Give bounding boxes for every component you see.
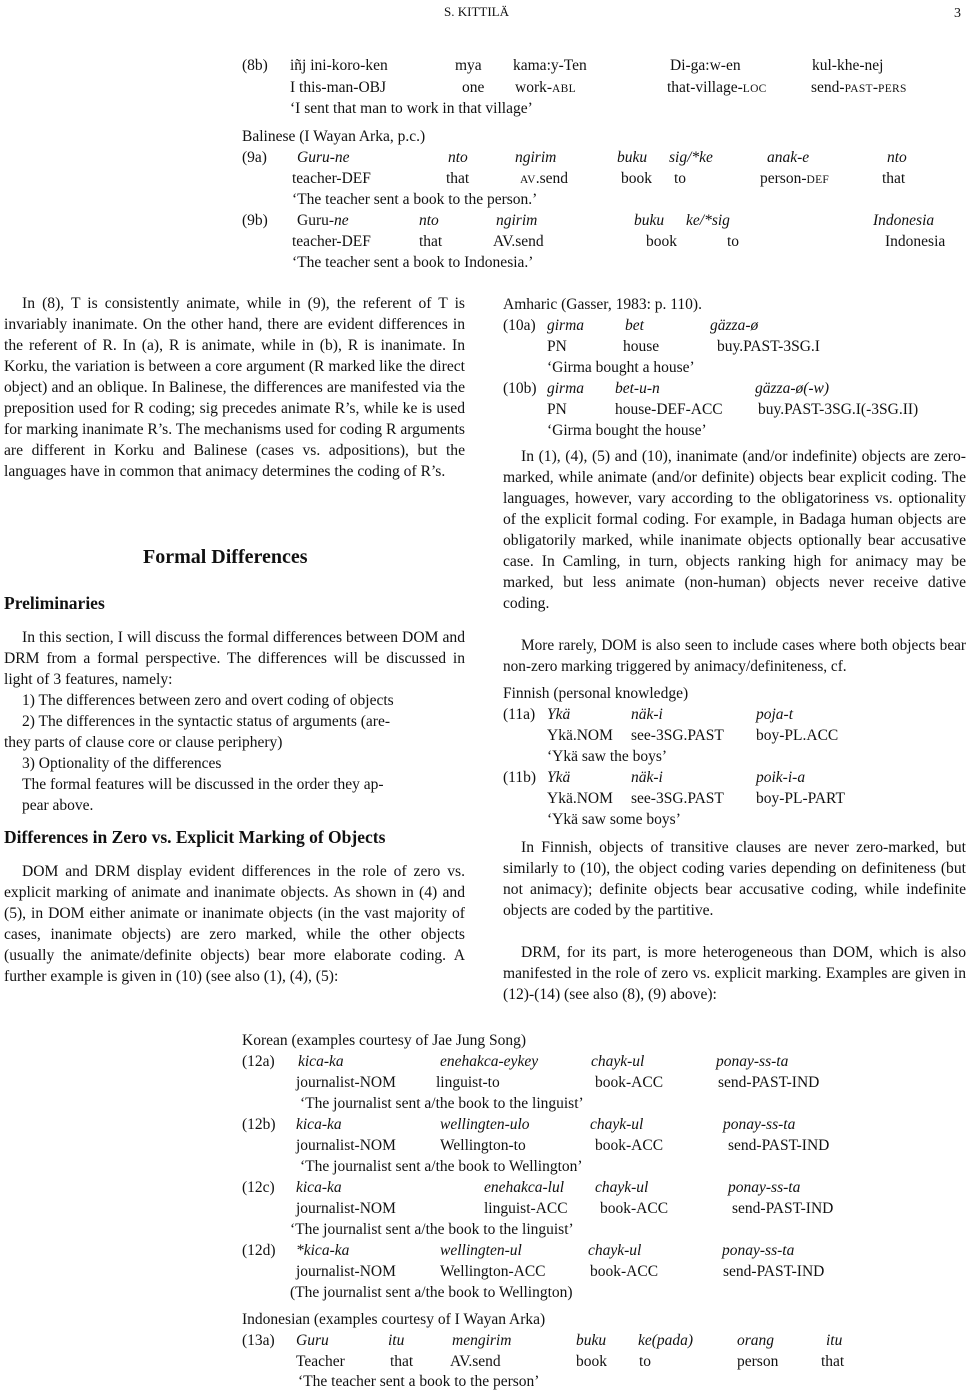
gloss-line: house-DEF-ACC <box>615 401 723 418</box>
gloss-line: Wellington-to <box>440 1137 526 1154</box>
morpheme-line: nto <box>448 149 468 166</box>
gloss-line: that <box>419 233 443 250</box>
morpheme-line: nto <box>887 149 907 166</box>
example-number: (8b) <box>242 57 268 74</box>
morpheme-line: kul-khe-nej <box>812 57 884 74</box>
gloss-line: book-ACC <box>595 1074 664 1091</box>
morpheme-line: Guru-ne <box>297 149 350 166</box>
example-source: Indonesian (examples courtesy of I Wayan Arka) <box>242 1311 546 1328</box>
morpheme-line: anak-e <box>767 149 810 166</box>
morpheme-line: gäzza-ø(-w) <box>755 380 830 397</box>
paragraph-text: DRM, for its part, is more heterogeneous than DOM, which is also manifested in the role of zero vs. explicit marking. Examples are given in (12)-(14) (see also (8), (9) above): <box>503 944 966 1003</box>
translation-line: (The journalist sent a/the book to Wellington) <box>290 1284 573 1301</box>
example-number: (11a) <box>503 706 536 723</box>
gloss-part: .send <box>535 170 569 187</box>
gloss-line: send-PAST-IND <box>718 1074 820 1091</box>
paragraph-text: In Finnish, objects of transitive clauses are never zero-marked, but similarly to (10), the object coding varies depending on definiteness (but not animacy); definite objects bear accusative coding, while indefinite objects are coded by the partitive. <box>503 839 966 919</box>
morpheme-line: wellingten-ulo <box>440 1116 530 1133</box>
gloss-part: PERS <box>878 83 907 95</box>
paragraph-text: More rarely, DOM is also seen to include cases where both objects bear non-zero marking triggered by animacy/definiteness, cf. <box>503 637 966 675</box>
morpheme-line: Guru <box>296 1332 329 1349</box>
gloss-line <box>811 77 907 100</box>
morpheme-line: sig/*ke <box>669 149 713 166</box>
gloss-line: book-ACC <box>600 1200 669 1217</box>
morpheme-part: ne <box>334 212 349 229</box>
morpheme-line: chayk-ul <box>595 1179 649 1196</box>
morpheme-line <box>297 210 349 231</box>
gloss-line: journalist-NOM <box>296 1200 396 1217</box>
gloss-part: send- <box>811 79 845 96</box>
gloss-part: - <box>872 79 879 96</box>
translation-line: ‘The teacher sent a book to Indonesia.’ <box>292 254 534 271</box>
subsection-heading: Preliminaries <box>4 593 105 613</box>
body-paragraph <box>4 293 465 482</box>
gloss-line: that <box>882 170 906 187</box>
gloss-part: PAST <box>844 83 873 95</box>
body-paragraph <box>4 627 465 690</box>
paragraph-text: In (8), T is consistently animate, while in (9), the referent of T is invariably inanimate. On the other hand, there are evident differences in the referent of R. In (a), R is animate, while in (b), R is inanimate. In Korku, the variation is between a core argument (R marked like the direct object) and an oblique. In Balinese, the differences are manifested via the preposition used for R coding; sig precedes animate R’s, while ke is used for marking inanimate R’s. The mechanisms used for coding R arguments are different in Korku and Balinese (cases vs. adpositions), but the languages have in common that animacy determines the coding of R’s. <box>4 295 465 480</box>
example-number: (11b) <box>503 769 536 786</box>
gloss-line: book-ACC <box>595 1137 664 1154</box>
example-number: (12b) <box>242 1116 276 1133</box>
gloss-line: boy-PL.ACC <box>756 727 839 744</box>
morpheme-line: nto <box>419 212 439 229</box>
example-source: Korean (examples courtesy of Jae Jung Song) <box>242 1032 527 1049</box>
morpheme-line: chayk-ul <box>591 1053 645 1070</box>
translation-line: ‘Ykä saw the boys’ <box>547 748 668 765</box>
translation-line: ‘Girma bought the house’ <box>547 422 707 439</box>
translation-line: ‘Ykä saw some boys’ <box>547 811 681 828</box>
gloss-line <box>760 168 829 191</box>
morpheme-line: bet <box>625 317 644 334</box>
gloss-line: see-3SG.PAST <box>631 727 724 744</box>
example-number: (12a) <box>242 1053 275 1070</box>
paragraph-text: In this section, I will discuss the formal differences between DOM and DRM from a formal perspective. The differences will be discussed in light of 3 features, namely: <box>4 629 465 688</box>
gloss-line: teacher-DEF <box>292 233 371 250</box>
list-item: 3) Optionality of the differences <box>22 755 222 772</box>
morpheme-line: *kica-ka <box>296 1242 350 1259</box>
morpheme-line: ponay-ss-ta <box>728 1179 801 1196</box>
morpheme-line: iñj ini-koro-ken <box>290 57 388 74</box>
morpheme-line: gäzza-ø <box>710 317 759 334</box>
example-source: Balinese (I Wayan Arka, p.c.) <box>242 128 426 145</box>
gloss-line: to <box>639 1353 652 1370</box>
gloss-line: Teacher <box>296 1353 345 1370</box>
morpheme-line: buku <box>576 1332 607 1349</box>
section-heading: Formal Differences <box>143 546 308 568</box>
translation-line: ‘The journalist sent a/the book to Wellington’ <box>300 1158 583 1175</box>
morpheme-line: kica-ka <box>296 1116 342 1133</box>
gloss-part: work- <box>515 79 553 96</box>
morpheme-line: ngirim <box>496 212 538 229</box>
morpheme-line: enehakca-eykey <box>440 1053 539 1070</box>
translation-line: ‘The journalist sent a/the book to the linguist’ <box>300 1095 584 1112</box>
example-number: (12d) <box>242 1242 276 1259</box>
example-number: (13a) <box>242 1332 275 1349</box>
gloss-line: linguist-ACC <box>484 1200 568 1217</box>
gloss-line: one <box>462 79 485 96</box>
morpheme-line: kica-ka <box>298 1053 344 1070</box>
morpheme-line: enehakca-lul <box>484 1179 565 1196</box>
morpheme-line: chayk-ul <box>590 1116 644 1133</box>
morpheme-line: Indonesia <box>873 212 935 229</box>
gloss-line <box>520 168 568 191</box>
body-paragraph <box>503 446 966 614</box>
morpheme-line: poja-t <box>756 706 794 723</box>
example-number: (9b) <box>242 212 268 229</box>
gloss-line: to <box>727 233 740 250</box>
gloss-part: person- <box>760 170 807 187</box>
translation-line: ‘The teacher sent a book to the person’ <box>298 1373 540 1390</box>
morpheme-line: itu <box>388 1332 405 1349</box>
morpheme-line: Di-ga:w-en <box>670 57 741 74</box>
morpheme-line: ponay-ss-ta <box>716 1053 789 1070</box>
translation-line: ‘Girma bought a house’ <box>547 359 695 376</box>
gloss-line: that <box>446 170 470 187</box>
morpheme-line: buku <box>617 149 648 166</box>
gloss-part: AV <box>520 174 536 186</box>
gloss-line: see-3SG.PAST <box>631 790 724 807</box>
morpheme-line: mya <box>455 57 482 74</box>
body-paragraph <box>503 635 966 677</box>
gloss-line: book <box>646 233 677 250</box>
gloss-line: AV.send <box>450 1353 501 1370</box>
morpheme-line: ponay-ss-ta <box>723 1116 796 1133</box>
morpheme-line: ngirim <box>515 149 557 166</box>
gloss-line: send-PAST-IND <box>723 1263 825 1280</box>
body-paragraph <box>4 861 465 987</box>
gloss-line: PN <box>547 338 567 355</box>
morpheme-line: buku <box>634 212 665 229</box>
gloss-line: that <box>821 1353 845 1370</box>
gloss-line: that <box>390 1353 414 1370</box>
morpheme-line: wellingten-ul <box>440 1242 522 1259</box>
gloss-line <box>515 77 576 100</box>
body-paragraph <box>503 942 966 1005</box>
translation-line: ‘The journalist sent a/the book to the linguist’ <box>290 1221 574 1238</box>
morpheme-line: mengirim <box>452 1332 512 1349</box>
list-item: 1) The differences between zero and overt coding of objects <box>22 692 394 709</box>
gloss-line: to <box>674 170 687 187</box>
list-item: 2) The differences in the syntactic status of arguments (are- <box>22 713 390 730</box>
gloss-line: I this-man-OBJ <box>290 79 387 96</box>
translation-line: ‘The teacher sent a book to the person.’ <box>292 191 538 208</box>
body-paragraph <box>503 837 966 921</box>
gloss-line: boy-PL-PART <box>756 790 845 807</box>
morpheme-line: poik-i-a <box>756 769 806 786</box>
gloss-line: send-PAST-IND <box>732 1200 834 1217</box>
example-source: Finnish (personal knowledge) <box>503 685 689 702</box>
morpheme-line: Ykä <box>547 769 571 786</box>
morpheme-line: Ykä <box>547 706 571 723</box>
gloss-part: ABL <box>552 83 576 95</box>
gloss-line: buy.PAST-3SG.I(-3SG.II) <box>758 401 919 418</box>
morpheme-line: girma <box>547 317 585 334</box>
list-item: they parts of clause core or clause periphery) <box>4 734 283 751</box>
morpheme-part: Guru- <box>297 212 335 229</box>
gloss-line: book <box>621 170 652 187</box>
gloss-line: journalist-NOM <box>296 1263 396 1280</box>
example-number: (10a) <box>503 317 536 334</box>
example-source: Amharic (Gasser, 1983: p. 110). <box>503 296 702 313</box>
running-head: S. KITTILÄ <box>444 4 509 19</box>
gloss-line: book <box>576 1353 607 1370</box>
gloss-line <box>667 77 767 100</box>
gloss-line: journalist-NOM <box>296 1074 396 1091</box>
morpheme-line: näk-i <box>631 706 663 723</box>
morpheme-line: ke(pada) <box>638 1332 694 1349</box>
subsection-heading: Differences in Zero vs. Explicit Marking of Objects <box>4 827 386 847</box>
gloss-line: Ykä.NOM <box>547 727 613 744</box>
gloss-line: journalist-NOM <box>296 1137 396 1154</box>
morpheme-line: girma <box>547 380 585 397</box>
gloss-line: teacher-DEF <box>292 170 371 187</box>
gloss-line: send-PAST-IND <box>728 1137 830 1154</box>
morpheme-line: näk-i <box>631 769 663 786</box>
morpheme-line: ponay-ss-ta <box>722 1242 795 1259</box>
body-line: The formal features will be discussed in the order they ap- <box>22 776 384 793</box>
gloss-line: AV.send <box>493 233 544 250</box>
morpheme-line: orang <box>737 1332 775 1349</box>
morpheme-line: kica-ka <box>296 1179 342 1196</box>
page-number: 3 <box>954 6 961 21</box>
gloss-line: buy.PAST-3SG.I <box>717 338 820 355</box>
morpheme-line: chayk-ul <box>588 1242 642 1259</box>
gloss-line: Wellington-ACC <box>440 1263 546 1280</box>
example-number: (9a) <box>242 149 267 166</box>
gloss-line: house <box>623 338 660 355</box>
morpheme-line: bet-u-n <box>615 380 660 397</box>
example-number: (12c) <box>242 1179 275 1196</box>
gloss-part: DEF <box>806 174 830 186</box>
example-number: (10b) <box>503 380 537 397</box>
paragraph-text: In (1), (4), (5) and (10), inanimate (and/or indefinite) objects are zero-marked, while animate (and/or definite) objects bear explicit coding. The languages, however, vary according to the obligatoriness vs. optionality of the explicit formal coding. For example, in Badaga human objects are obligatorily marked, while inanimate objects optionally bear accusative case. In Camling, in turn, objects ranking high for animacy may be marked, but less animate (non-human) objects never receive dative coding. <box>503 448 966 612</box>
gloss-part: LOC <box>742 83 767 95</box>
body-line: pear above. <box>22 797 94 814</box>
gloss-line: PN <box>547 401 567 418</box>
morpheme-line: itu <box>826 1332 843 1349</box>
gloss-line: Indonesia <box>885 233 946 250</box>
morpheme-line: ke/*sig <box>686 212 730 229</box>
translation-line: ‘I sent that man to work in that village’ <box>290 100 533 117</box>
morpheme-line: kama:y-Ten <box>513 57 587 74</box>
gloss-line: book-ACC <box>590 1263 659 1280</box>
gloss-line: linguist-to <box>436 1074 500 1091</box>
gloss-part: that-village- <box>667 79 743 96</box>
gloss-line: Ykä.NOM <box>547 790 613 807</box>
gloss-line: person <box>737 1353 779 1370</box>
paragraph-text: DOM and DRM display evident differences in the role of zero vs. explicit marking of animate and inanimate objects. As shown in (4) and (5), in DOM either animate or inanimate objects (in the vast majority of cases, inanimate objects) are zero marked, while the other objects (usually the animate/definite objects) bear more elaborate coding. A further example is given in (10) (see also (1), (4), (5): <box>4 863 465 985</box>
